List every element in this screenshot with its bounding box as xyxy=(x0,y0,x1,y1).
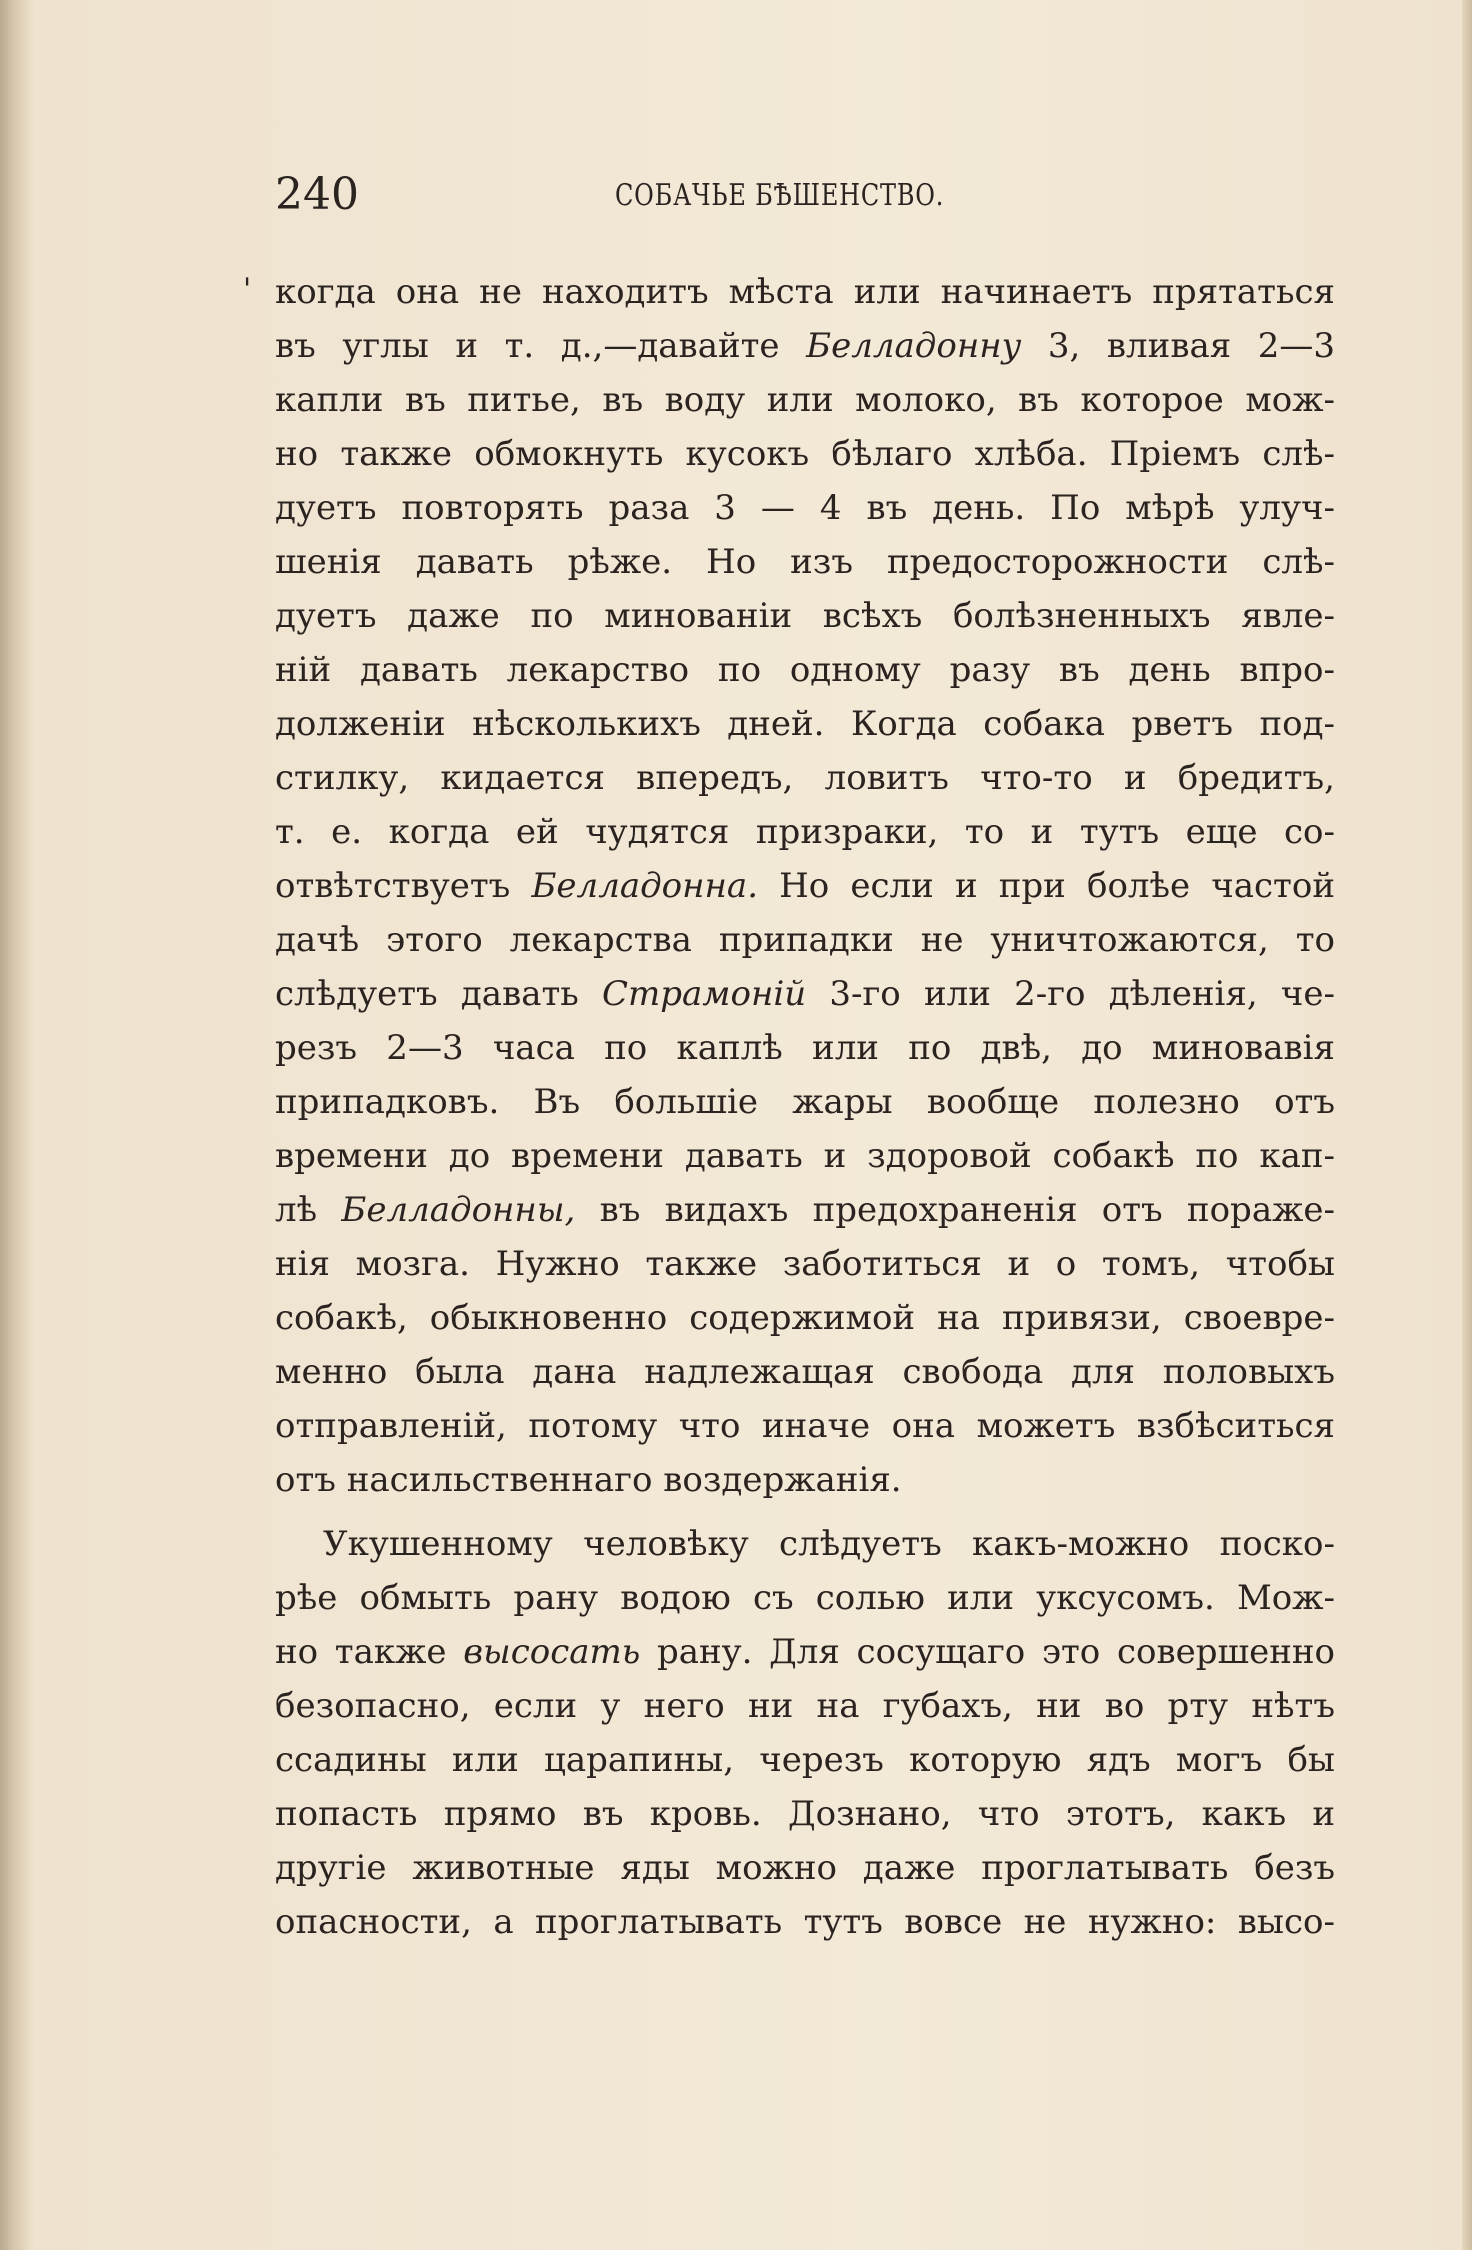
text-segment: дуетъ повторять раза 3 — 4 въ день. По мѣрѣ улуч- xyxy=(275,488,1335,528)
text-line xyxy=(275,1129,1335,1183)
text-segment: рану. Для сосущаго это совершенно xyxy=(640,1632,1335,1672)
text-line xyxy=(275,859,1335,913)
text-line xyxy=(275,1183,1335,1237)
text-line xyxy=(275,805,1335,859)
italic-term: Белладонна. xyxy=(531,866,758,906)
text-line xyxy=(275,1625,1335,1679)
text-segment: попасть прямо въ кровь. Дознано, что этотъ, какъ и xyxy=(275,1794,1335,1834)
text-line xyxy=(275,1399,1335,1453)
text-line xyxy=(275,697,1335,751)
text-segment: нія мозга. Нужно также заботиться и о томъ, чтобы xyxy=(275,1244,1335,1284)
text-line xyxy=(275,1679,1335,1733)
text-segment: безопасно, если у него ни на губахъ, ни во рту нѣтъ xyxy=(275,1686,1335,1726)
text-line xyxy=(275,535,1335,589)
text-line xyxy=(275,481,1335,535)
text-line xyxy=(275,1571,1335,1625)
text-line xyxy=(275,1021,1335,1075)
italic-term: Белладонну xyxy=(806,326,1022,366)
text-segment: отправленій, потому что иначе она можетъ взбѣситься xyxy=(275,1406,1335,1446)
text-line xyxy=(275,1787,1335,1841)
text-line xyxy=(275,319,1335,373)
text-segment: менно была дана надлежащая свобода для половыхъ xyxy=(275,1352,1335,1392)
text-segment: лѣ xyxy=(275,1190,342,1230)
text-line xyxy=(275,373,1335,427)
text-line xyxy=(275,1345,1335,1399)
text-segment: опасности, а проглатывать тутъ вовсе не нужно: высо- xyxy=(275,1902,1335,1942)
text-line xyxy=(275,643,1335,697)
text-segment: времени до времени давать и здоровой собакѣ по кап- xyxy=(275,1136,1335,1176)
text-segment: но также xyxy=(275,1632,464,1672)
text-segment: стилку, кидается впередъ, ловитъ что-то и бредитъ, xyxy=(275,758,1335,798)
text-line xyxy=(275,589,1335,643)
text-segment: 3-го или 2-го дѣленія, че- xyxy=(806,974,1335,1014)
text-segment: Но если и при болѣе частой xyxy=(758,866,1335,906)
text-segment: долженіи нѣсколькихъ дней. Когда собака рветъ под- xyxy=(275,704,1335,744)
text-segment: ссадины или царапины, черезъ которую ядъ могъ бы xyxy=(275,1740,1335,1780)
text-line xyxy=(275,1517,1335,1571)
text-segment: собакѣ, обыкновенно содержимой на привязи, своевре- xyxy=(275,1298,1335,1338)
text-line xyxy=(275,913,1335,967)
text-line xyxy=(275,427,1335,481)
text-segment: Укушенному человѣку слѣдуетъ какъ-можно поско- xyxy=(323,1524,1335,1564)
page-header xyxy=(275,165,1345,225)
text-line xyxy=(275,967,1335,1021)
text-segment: отвѣтствуетъ xyxy=(275,866,532,906)
text-segment: отъ насильственнаго воздержанія. xyxy=(275,1460,902,1500)
text-line xyxy=(275,1237,1335,1291)
running-title: СОБАЧЬЕ БѢШЕНСТВО. xyxy=(615,178,945,213)
italic-term: высосать xyxy=(463,1632,641,1672)
margin-mark: ' xyxy=(243,272,252,307)
text-segment: въ углы и т. д.,—давайте xyxy=(275,326,807,366)
text-segment: ній давать лекарство по одному разу въ день впро- xyxy=(275,650,1335,690)
text-segment: капли въ питье, въ воду или молоко, въ которое мож- xyxy=(275,380,1335,420)
text-segment: дачѣ этого лекарства припадки не уничтожаются, то xyxy=(275,920,1335,960)
text-line xyxy=(275,265,1335,319)
italic-term: Белладонны, xyxy=(341,1190,576,1230)
text-line xyxy=(275,1895,1335,1949)
text-segment: 3, вливая 2—3 xyxy=(1021,326,1335,366)
text-segment: но также обмокнуть кусокъ бѣлаго хлѣба. Пріемъ слѣ- xyxy=(275,434,1335,474)
text-segment: когда она не находитъ мѣста или начинаетъ прятаться xyxy=(275,272,1335,312)
text-line xyxy=(275,1733,1335,1787)
text-line xyxy=(275,1841,1335,1895)
text-segment: т. е. когда ей чудятся призраки, то и тутъ еще со- xyxy=(275,812,1335,852)
italic-term: Страмоній xyxy=(602,974,807,1014)
paragraph-gap xyxy=(275,1507,1335,1517)
text-segment: другіе животные яды можно даже проглатывать безъ xyxy=(275,1848,1335,1888)
text-line xyxy=(275,1453,1335,1507)
text-segment: слѣдуетъ давать xyxy=(275,974,603,1014)
text-line xyxy=(275,1075,1335,1129)
text-segment: рѣе обмыть рану водою съ солью или уксусомъ. Мож- xyxy=(275,1578,1335,1618)
text-segment: припадковъ. Въ большіе жары вообще полезно отъ xyxy=(275,1082,1335,1122)
text-line xyxy=(275,751,1335,805)
text-segment: шенія давать рѣже. Но изъ предосторожности слѣ- xyxy=(275,542,1335,582)
text-line xyxy=(275,1291,1335,1345)
text-segment: въ видахъ предохраненія отъ пораже- xyxy=(575,1190,1335,1230)
text-segment: резъ 2—3 часа по каплѣ или по двѣ, до миновавія xyxy=(275,1028,1335,1068)
text-segment: дуетъ даже по минованіи всѣхъ болѣзненныхъ явле- xyxy=(275,596,1335,636)
body-text xyxy=(275,265,1335,1949)
page-edge xyxy=(1462,0,1472,2250)
page-number: 240 xyxy=(275,169,359,220)
